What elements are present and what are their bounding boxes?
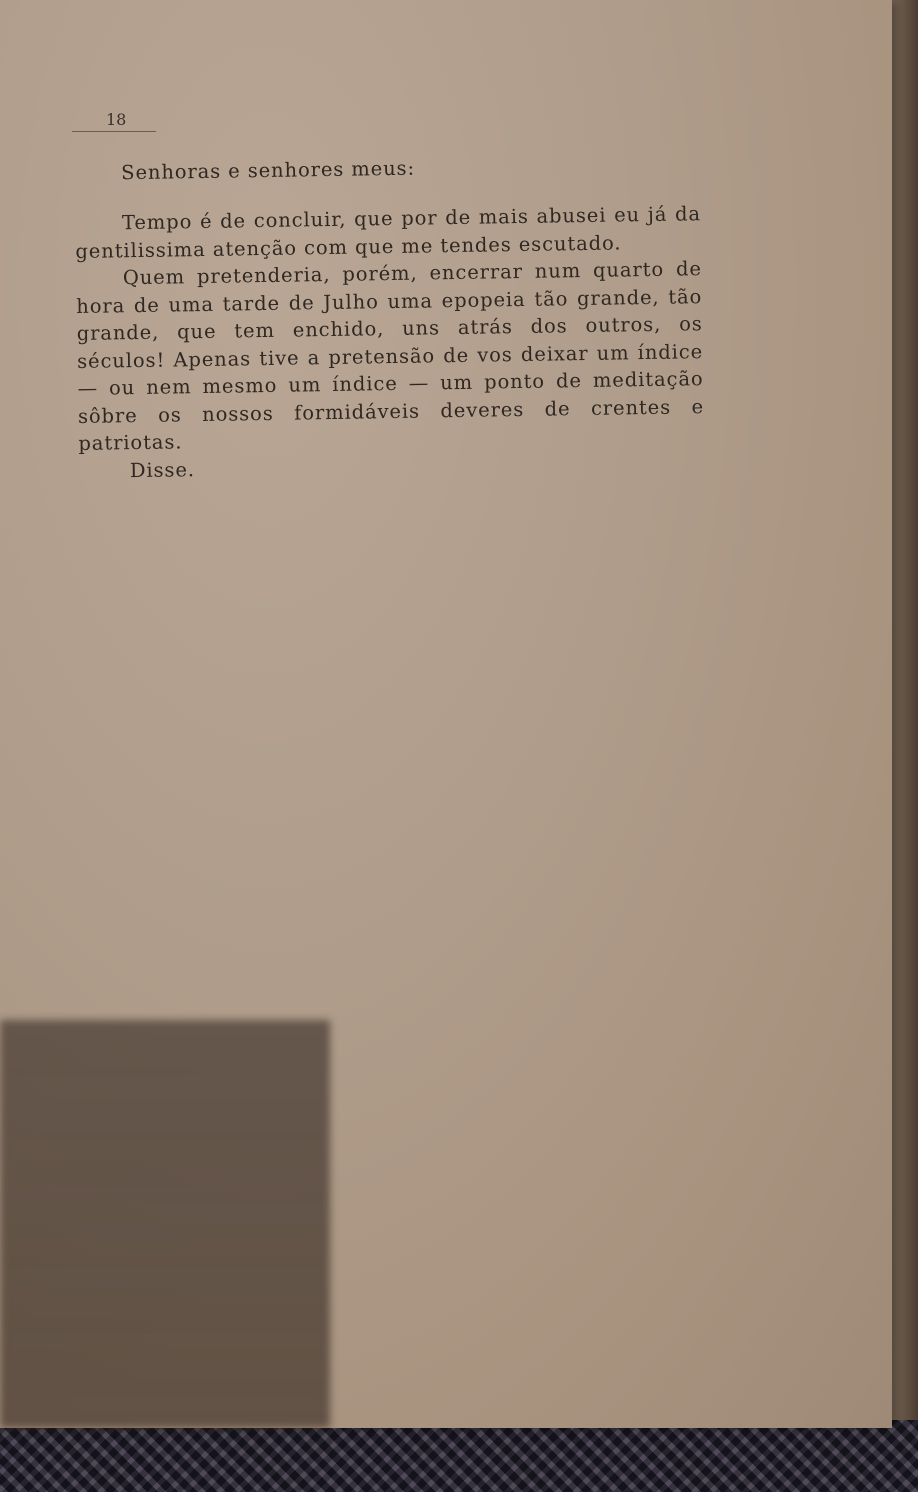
closing: Disse. [129,457,196,482]
salutation: Senhoras e senhores meus: [121,156,416,185]
header-rule [72,131,156,132]
shadow-patch [0,1020,330,1428]
paragraph-1: Tempo é de concluir, que por de mais abusei eu já da gentilissima atenção com que me tendes escutado. [75,202,702,263]
body-text [74,150,705,485]
page-number: 18 [106,110,127,129]
paragraph-2: Quem pretenderia, porém, encerrar num quarto de hora de uma tarde de Julho uma epopeia tão grande, tão grande, que tem enchido, uns atrás dos outros, os séculos! Apenas tive a pretensão de vos deixar um índice — ou nem mesmo um índice — um ponto de meditação sôbre os nossos formidáveis deveres de crentes e patriotas. [76,257,705,455]
